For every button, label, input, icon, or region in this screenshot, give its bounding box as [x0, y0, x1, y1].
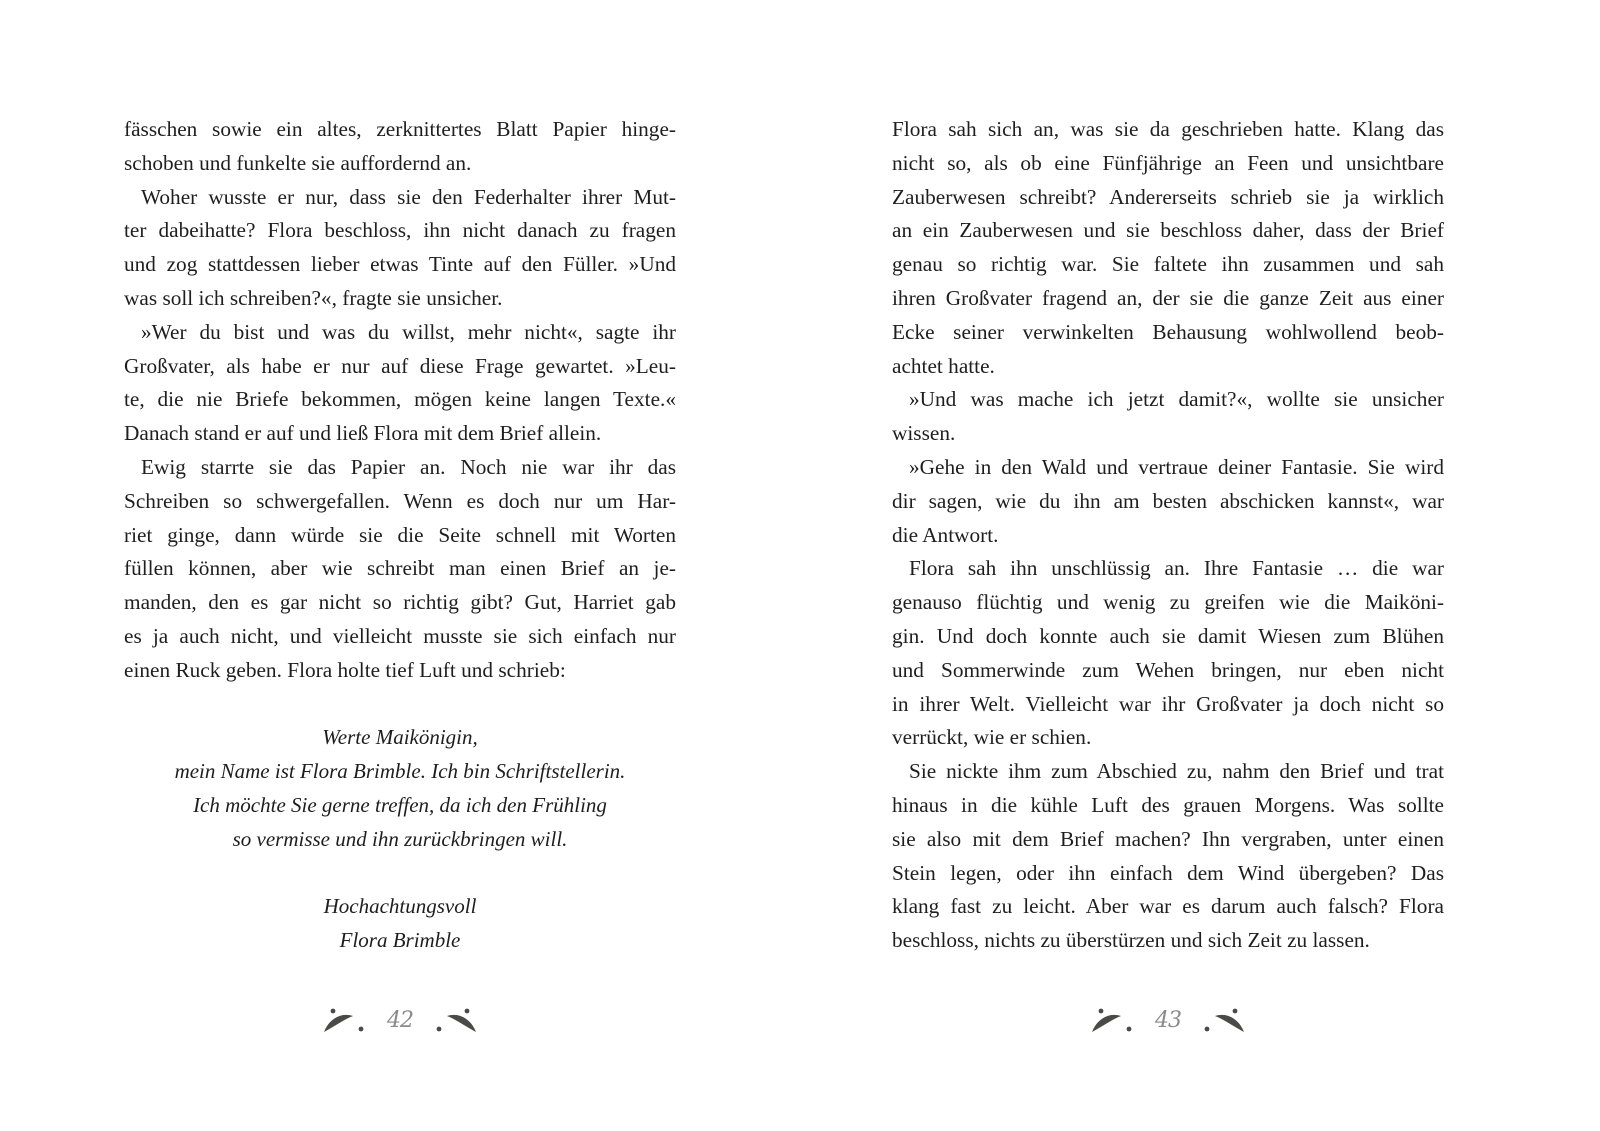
paragraph	[892, 451, 1444, 552]
text-line: klang fast zu leicht. Aber war es darum auch falsch? Flora	[892, 894, 1444, 919]
paragraph	[124, 181, 676, 316]
text-line: schoben und funkelte sie auffordernd an.	[124, 150, 472, 175]
paragraph	[124, 316, 676, 451]
paragraph	[892, 552, 1444, 755]
letter-line: Werte Maikönigin,	[322, 725, 478, 750]
text-line: Flora sah ihn unschlüssig an. Ihre Fantasie … die war	[909, 556, 1444, 581]
text-line: »Gehe in den Wald und vertraue deiner Fantasie. Sie wird	[909, 454, 1444, 479]
letter-closing: Hochachtungsvoll	[323, 894, 477, 919]
text-line: Ewig starrte sie das Papier an. Noch nie war ihr das	[141, 454, 676, 479]
text-line: an ein Zauberwesen und sie beschloss daher, dass der Brief	[892, 218, 1444, 243]
text-line: einen Ruck geben. Flora holte tief Luft und schrieb:	[124, 657, 566, 682]
text-line: Sie nickte ihm zum Abschied zu, nahm den Brief und trat	[909, 759, 1444, 784]
text-line: nicht so, als ob eine Fünfjährige an Feen und unsichtbare	[892, 150, 1444, 175]
text-line: gin. Und doch konnte auch sie damit Wiesen zum Blühen	[892, 623, 1444, 648]
text-line: manden, den es gar nicht so richtig gibt? Gut, Harriet gab	[124, 590, 676, 615]
page-number: 43	[1155, 1007, 1181, 1033]
text-line: füllen können, aber wie schreibt man einen Brief an je-	[124, 556, 676, 581]
text-line: te, die nie Briefe bekommen, mögen keine langen Texte.«	[124, 387, 676, 412]
text-line: »Wer du bist und was du willst, mehr nicht«, sagte ihr	[141, 319, 676, 344]
letter-line: mein Name ist Flora Brimble. Ich bin Schriftstellerin.	[174, 759, 626, 784]
leaf-ornament-icon	[321, 1005, 369, 1035]
text-line: Zauberwesen schreibt? Andererseits schrieb sie ja wirklich	[892, 184, 1444, 209]
text-line: genau so richtig war. Sie faltete ihn zusammen und sah	[892, 252, 1444, 277]
text-line: wissen.	[892, 421, 956, 446]
text-line: Woher wusste er nur, dass sie den Federhalter ihrer Mut-	[141, 184, 676, 209]
text-line: Ecke seiner verwinkelten Behausung wohlwollend beob-	[892, 319, 1444, 344]
text-line: sie also mit dem Brief machen? Ihn vergraben, unter einen	[892, 826, 1444, 851]
letter-block	[124, 721, 676, 958]
left-page-body	[124, 113, 676, 958]
paragraph	[124, 451, 676, 688]
text-line: ihren Großvater fragend an, der sie die ganze Zeit aus einer	[892, 285, 1444, 310]
text-line: es ja auch nicht, und vielleicht musste sie sich einfach nur	[124, 623, 676, 648]
letter-line: Ich möchte Sie gerne treffen, da ich den Frühling	[193, 792, 607, 817]
text-line: riet ginge, dann würde sie die Seite schnell mit Worten	[124, 522, 676, 547]
text-line: verrückt, wie er schien.	[892, 725, 1092, 750]
text-line: die Antwort.	[892, 522, 999, 547]
right-page	[800, 0, 1600, 1131]
letter-signature: Flora Brimble	[339, 928, 461, 953]
text-line: Schreiben so schwergefallen. Wenn es doch nur um Har-	[124, 488, 676, 513]
text-line: und zog stattdessen lieber etwas Tinte auf den Füller. »Und	[124, 252, 676, 277]
text-line: Großvater, als habe er nur auf diese Frage gewartet. »Leu-	[124, 353, 676, 378]
text-line: was soll ich schreiben?«, fragte sie unsicher.	[124, 285, 503, 310]
leaf-ornament-icon	[1199, 1005, 1247, 1035]
text-line: Stein legen, oder ihn einfach dem Wind übergeben? Das	[892, 860, 1444, 885]
text-line: Flora sah sich an, was sie da geschrieben hatte. Klang das	[892, 117, 1444, 141]
paragraph	[124, 113, 676, 181]
leaf-ornament-icon	[1089, 1005, 1137, 1035]
text-line: hinaus in die kühle Luft des grauen Morgens. Was sollte	[892, 792, 1444, 817]
left-page-folio	[314, 1003, 486, 1037]
right-page-folio	[1082, 1003, 1254, 1037]
right-page-body	[892, 113, 1444, 958]
text-line: dir sagen, wie du ihn am besten abschicken kannst«, war	[892, 488, 1444, 513]
text-line: fässchen sowie ein altes, zerknittertes Blatt Papier hinge-	[124, 117, 676, 141]
text-line: genauso flüchtig und wenig zu greifen wie die Maiköni-	[892, 590, 1444, 615]
letter-line: so vermisse und ihn zurückbringen will.	[232, 826, 568, 851]
text-line: und Sommerwinde zum Wehen bringen, nur eben nicht	[892, 657, 1444, 682]
text-line: »Und was mache ich jetzt damit?«, wollte sie unsicher	[909, 387, 1444, 412]
text-line: achtet hatte.	[892, 353, 995, 378]
page-number: 42	[387, 1007, 413, 1033]
text-line: in ihrer Welt. Vielleicht war ihr Großvater ja doch nicht so	[892, 691, 1444, 716]
paragraph	[892, 383, 1444, 451]
paragraph	[892, 113, 1444, 383]
text-line: ter dabeihatte? Flora beschloss, ihn nicht danach zu fragen	[124, 218, 676, 243]
text-line: Danach stand er auf und ließ Flora mit dem Brief allein.	[124, 421, 602, 446]
leaf-ornament-icon	[431, 1005, 479, 1035]
text-line: beschloss, nichts zu überstürzen und sich Zeit zu lassen.	[892, 928, 1370, 953]
paragraph	[892, 755, 1444, 958]
